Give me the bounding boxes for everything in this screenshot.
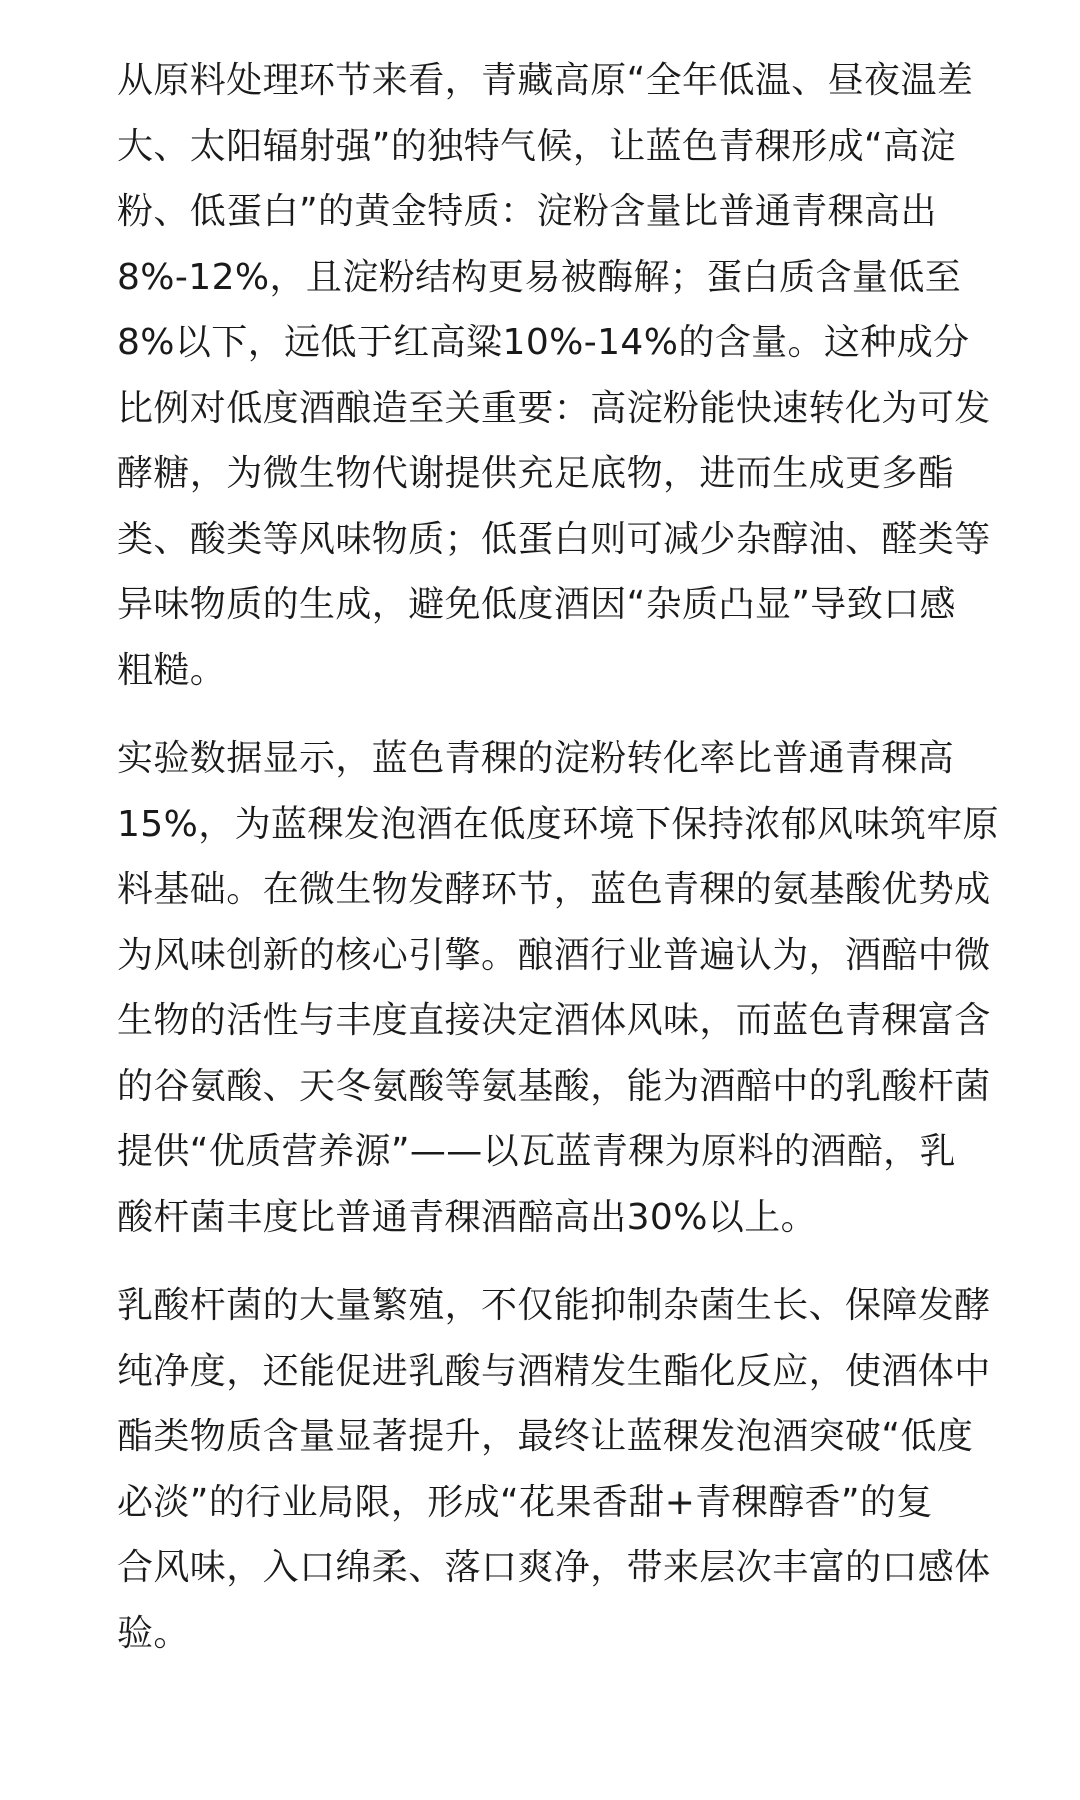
text-line: 8%以下，远低于红高粱10%-14%的含量。这种成分	[117, 322, 970, 363]
text-line: 粗糙。	[117, 649, 227, 691]
paragraph-3	[117, 1273, 1023, 1666]
paragraph-1	[117, 48, 1023, 703]
article-body	[117, 48, 1023, 1666]
text-line: 纯净度，还能促进乳酸与酒精发生酯化反应，使酒体中	[117, 1350, 991, 1392]
text-line: 验。	[117, 1612, 190, 1654]
text-line: 酯类物质含量显著提升，最终让蓝稞发泡酒突破“低度	[117, 1416, 974, 1457]
text-line: 为风味创新的核心引擎。酿酒行业普遍认为，酒醅中微	[117, 934, 991, 976]
text-line: 料基础。在微生物发酵环节，蓝色青稞的氨基酸优势成	[117, 869, 991, 910]
paragraph-2	[117, 726, 1023, 1250]
text-line: 实验数据显示，蓝色青稞的淀粉转化率比普通青稞高	[117, 738, 955, 779]
text-line: 合风味，入口绵柔、落口爽净，带来层次丰富的口感体	[117, 1547, 991, 1588]
text-line: 异味物质的生成，避免低度酒因“杂质凸显”导致口感	[117, 584, 956, 625]
text-line: 粉、低蛋白”的黄金特质：淀粉含量比普通青稞高出	[117, 191, 937, 232]
text-line: 8%-12%，且淀粉结构更易被酶解；蛋白质含量低至	[117, 256, 962, 298]
text-line: 15%，为蓝稞发泡酒在低度环境下保持浓郁风味筑牢原	[117, 803, 1000, 845]
text-line: 的谷氨酸、天冬氨酸等氨基酸，能为酒醅中的乳酸杆菌	[117, 1065, 991, 1107]
text-line: 比例对低度酒酿造至关重要：高淀粉能快速转化为可发	[117, 387, 991, 429]
text-line: 提供“优质营养源”——以瓦蓝青稞为原料的酒醅，乳	[117, 1131, 956, 1172]
text-line: 必淡”的行业局限，形成“花果香甜+青稞醇香”的复	[117, 1481, 933, 1523]
text-line: 酵糖，为微生物代谢提供充足底物，进而生成更多酯	[117, 453, 955, 494]
text-line: 酸杆菌丰度比普通青稞酒醅高出30%以上。	[117, 1196, 818, 1238]
text-line: 从原料处理环节来看，青藏高原“全年低温、昼夜温差	[117, 60, 974, 101]
text-line: 乳酸杆菌的大量繁殖，不仅能抑制杂菌生长、保障发酵	[117, 1285, 991, 1326]
text-line: 生物的活性与丰度直接决定酒体风味，而蓝色青稞富含	[117, 1000, 991, 1041]
text-line: 类、酸类等风味物质；低蛋白则可减少杂醇油、醛类等	[117, 518, 991, 560]
text-line: 大、太阳辐射强”的独特气候，让蓝色青稞形成“高淀	[117, 125, 956, 167]
